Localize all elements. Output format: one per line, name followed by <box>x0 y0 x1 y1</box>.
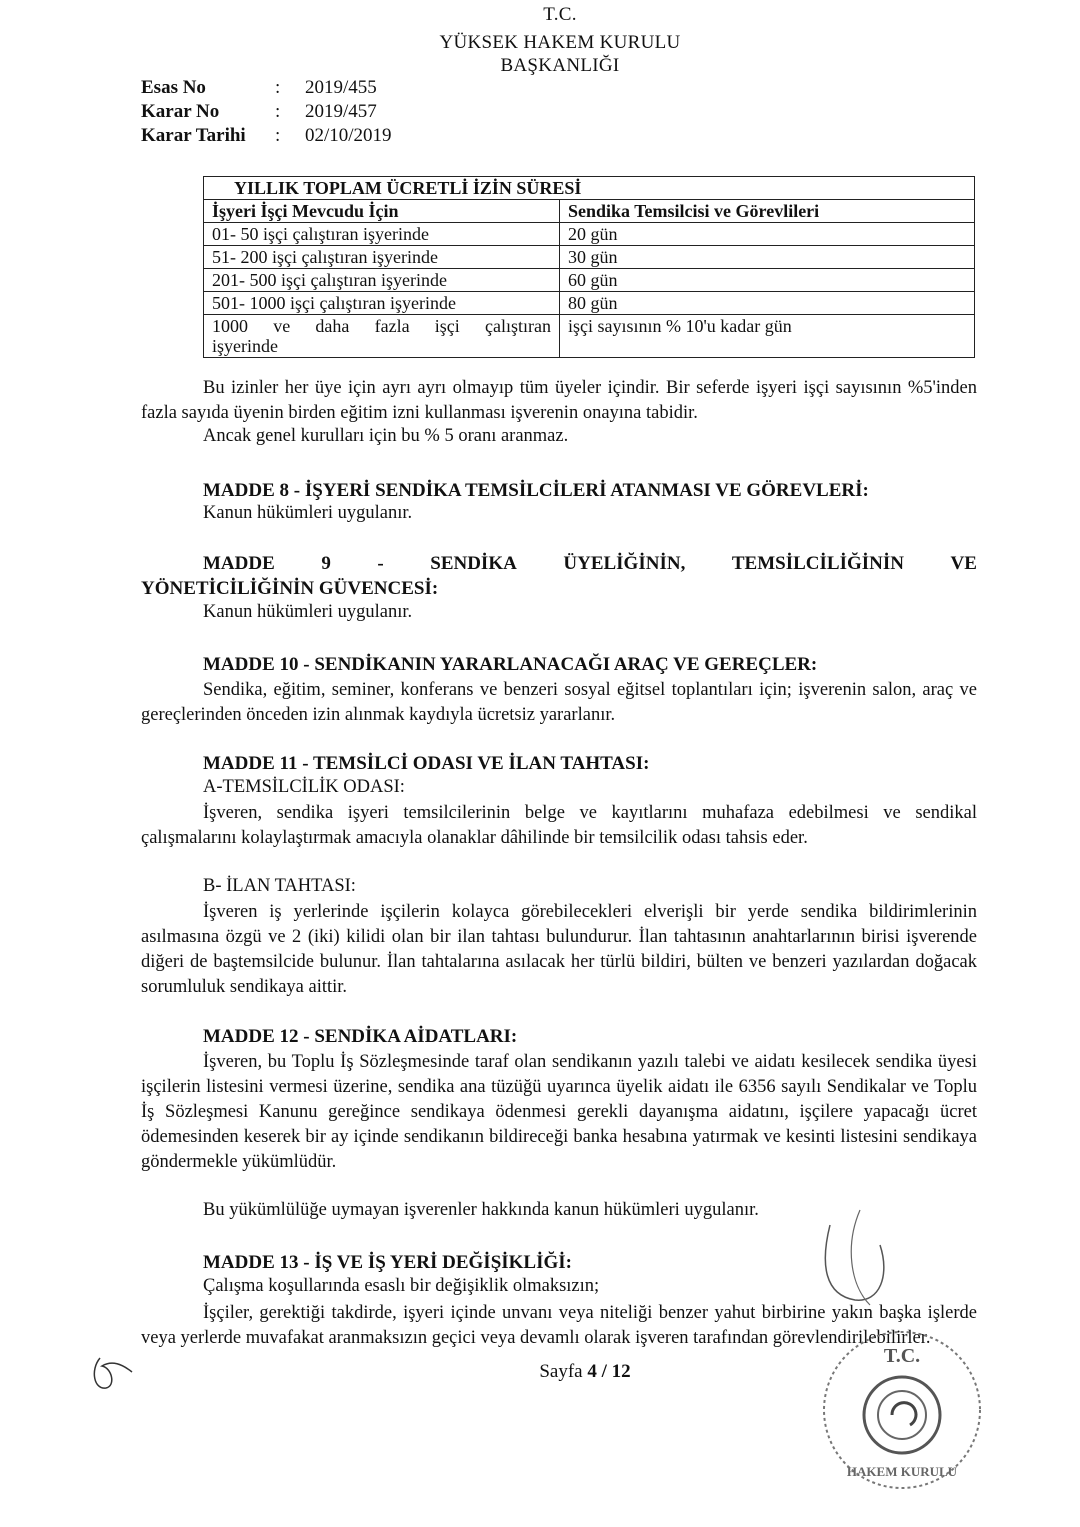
table-cell: işçi sayısının % 10'u kadar gün <box>560 315 975 358</box>
table-cell: 60 gün <box>560 269 975 292</box>
table-cell: 01- 50 işçi çalıştıran işyerinde <box>204 223 560 246</box>
table-header-col1: İşyeri İşçi Mevcudu İçin <box>204 200 560 223</box>
table-cell: 501- 1000 işçi çalıştıran işyerinde <box>204 292 560 315</box>
karar-tarihi-label: Karar Tarihi <box>141 125 246 146</box>
stamp-top-text: T.C. <box>883 1345 921 1367</box>
table-row <box>204 269 975 292</box>
esas-no-label: Esas No <box>141 77 206 98</box>
article-11-sub-a: A-TEMSİLCİLİK ODASI: <box>203 777 405 797</box>
article-13-line-1: Çalışma koşullarında esaslı bir değişiklik olmaksızın; <box>203 1276 600 1296</box>
page-number: Sayfa 4 / 12 <box>539 1361 631 1382</box>
header-institution: YÜKSEK HAKEM KURULU <box>439 32 681 53</box>
table-cell-line: 1000 ve daha fazla işçi çalıştıran <box>212 316 551 336</box>
table-cell-line: işyerinde <box>212 336 278 356</box>
article-12-heading: MADDE 12 - SENDİKA AİDATLARI: <box>203 1026 518 1047</box>
article-11-sub-b: B- İLAN TAHTASI: <box>203 876 356 896</box>
table-cell: 20 gün <box>560 223 975 246</box>
annual-leave-table <box>203 176 975 358</box>
karar-tarihi-value: 02/10/2019 <box>305 125 392 146</box>
header-presidency: BAŞKANLIĞI <box>500 55 620 76</box>
article-12-body: İşveren, bu Toplu İş Sözleşmesinde taraf olan sendikanın yazılı talebi ve aidatı kesilecek sendika üyesi işçilerin listesini vermesi üzerine, sendika ana tüzüğü uyarınca üyelik aidatı ile 6356 sayılı Sendikalar ve Toplu İş Sözleşmesi Kanunu gereğince sendikaya ödenmesi gerekli dayanışma aidatını, işçilere yapacağı ücret ödemesinden keserek bir ay içinde sendikanın bildireceği banka hesabına yatırmak ve kesinti listesini sendikaya göndermekle yükümlüdür. <box>141 1052 977 1172</box>
article-11-heading: MADDE 11 - TEMSİLCİ ODASI VE İLAN TAHTASI: <box>203 753 650 774</box>
article-8-body: Kanun hükümleri uygulanır. <box>203 503 413 523</box>
table-cell: 30 gün <box>560 246 975 269</box>
article-9-body: Kanun hükümleri uygulanır. <box>203 602 413 622</box>
table-row <box>204 223 975 246</box>
esas-no-value: 2019/455 <box>305 77 377 98</box>
table-cell: 80 gün <box>560 292 975 315</box>
article-12-body-2: Bu yükümlülüğe uymayan işverenler hakkında kanun hükümleri uygulanır. <box>203 1200 759 1220</box>
table-row <box>204 246 975 269</box>
initials-mark <box>88 1350 138 1400</box>
leave-note-paragraph: Bu izinler her üye için ayrı ayrı olmayıp tüm üyeler içindir. Bir seferde işyeri işçi sayısının %5'inden fazla sayıda üyenin birden eğitim izni kullanması işverenin onayına tabidir. <box>141 378 977 423</box>
table-header-col2: Sendika Temsilcisi ve Görevlileri <box>560 200 975 223</box>
table-row <box>204 292 975 315</box>
header-tc: T.C. <box>543 4 577 25</box>
article-9-heading-cont: YÖNETİCİLİĞİNİN GÜVENCESİ: <box>141 578 439 599</box>
table-cell: 51- 200 işçi çalıştıran işyerinde <box>204 246 560 269</box>
article-10-body: Sendika, eğitim, seminer, konferans ve benzeri sosyal eğitsel toplantıları için; işverenin salon, araç ve gereçlerinden önceden izin alınmak kaydıyla ücretsiz yararlanır. <box>141 680 977 725</box>
leave-note-exception: Ancak genel kurulları için bu % 5 oranı aranmaz. <box>203 426 569 446</box>
article-9-heading: MADDE 9 - SENDİKA ÜYELİĞİNİN, TEMSİLCİLİĞİNİN VE <box>203 553 977 574</box>
article-13-heading: MADDE 13 - İŞ VE İŞ YERİ DEĞİŞİKLİĞİ: <box>203 1252 572 1273</box>
table-cell <box>204 315 560 358</box>
stamp-bottom-text: HAKEM KURULU <box>846 1464 958 1479</box>
official-stamp <box>812 1320 992 1500</box>
article-11-body-b: İşveren iş yerlerinde işçilerin kolayca görebilecekleri elverişli bir yerde sendika bildirimlerinin asılmasına özgü ve 2 (iki) kilidi olan bir ilan tahtası bulundurur. İlan tahtasının anahtarlarının birisi işverende diğeri de baştemsilcide bulunur. İlan tahtalarına asılacak her türlü bildiri, bülten ve benzeri yazılardan doğacak sorumluluk sendikaya aittir. <box>141 902 977 997</box>
table-row <box>204 315 975 358</box>
article-13-body: İşçiler, gerektiği takdirde, işyeri içinde unvanı veya niteliği benzer yahut birbirine yakın başka işlerde veya yerlerde muvafakat aranmaksızın geçici veya devamlı olarak işveren tarafından görevlendirilebilirler. <box>141 1303 977 1348</box>
signature-mark <box>800 1205 920 1325</box>
article-8-heading: MADDE 8 - İŞYERİ SENDİKA TEMSİLCİLERİ ATANMASI VE GÖREVLERİ: <box>203 480 869 501</box>
table-cell: 201- 500 işçi çalıştıran işyerinde <box>204 269 560 292</box>
article-10-heading: MADDE 10 - SENDİKANIN YARARLANACAĞI ARAÇ VE GEREÇLER: <box>203 654 818 675</box>
karar-no-value: 2019/457 <box>305 101 377 122</box>
article-11-body-a: İşveren, sendika işyeri temsilcilerinin belge ve kayıtlarını muhafaza edebilmesi ve sendikal çalışmalarını kolaylaştırmak amacıyla olanaklar dâhilinde bir temsilcilik odası tahsis eder. <box>141 803 977 848</box>
karar-no-label: Karar No <box>141 101 220 122</box>
table-title: YILLIK TOPLAM ÜCRETLİ İZİN SÜRESİ <box>204 177 975 200</box>
